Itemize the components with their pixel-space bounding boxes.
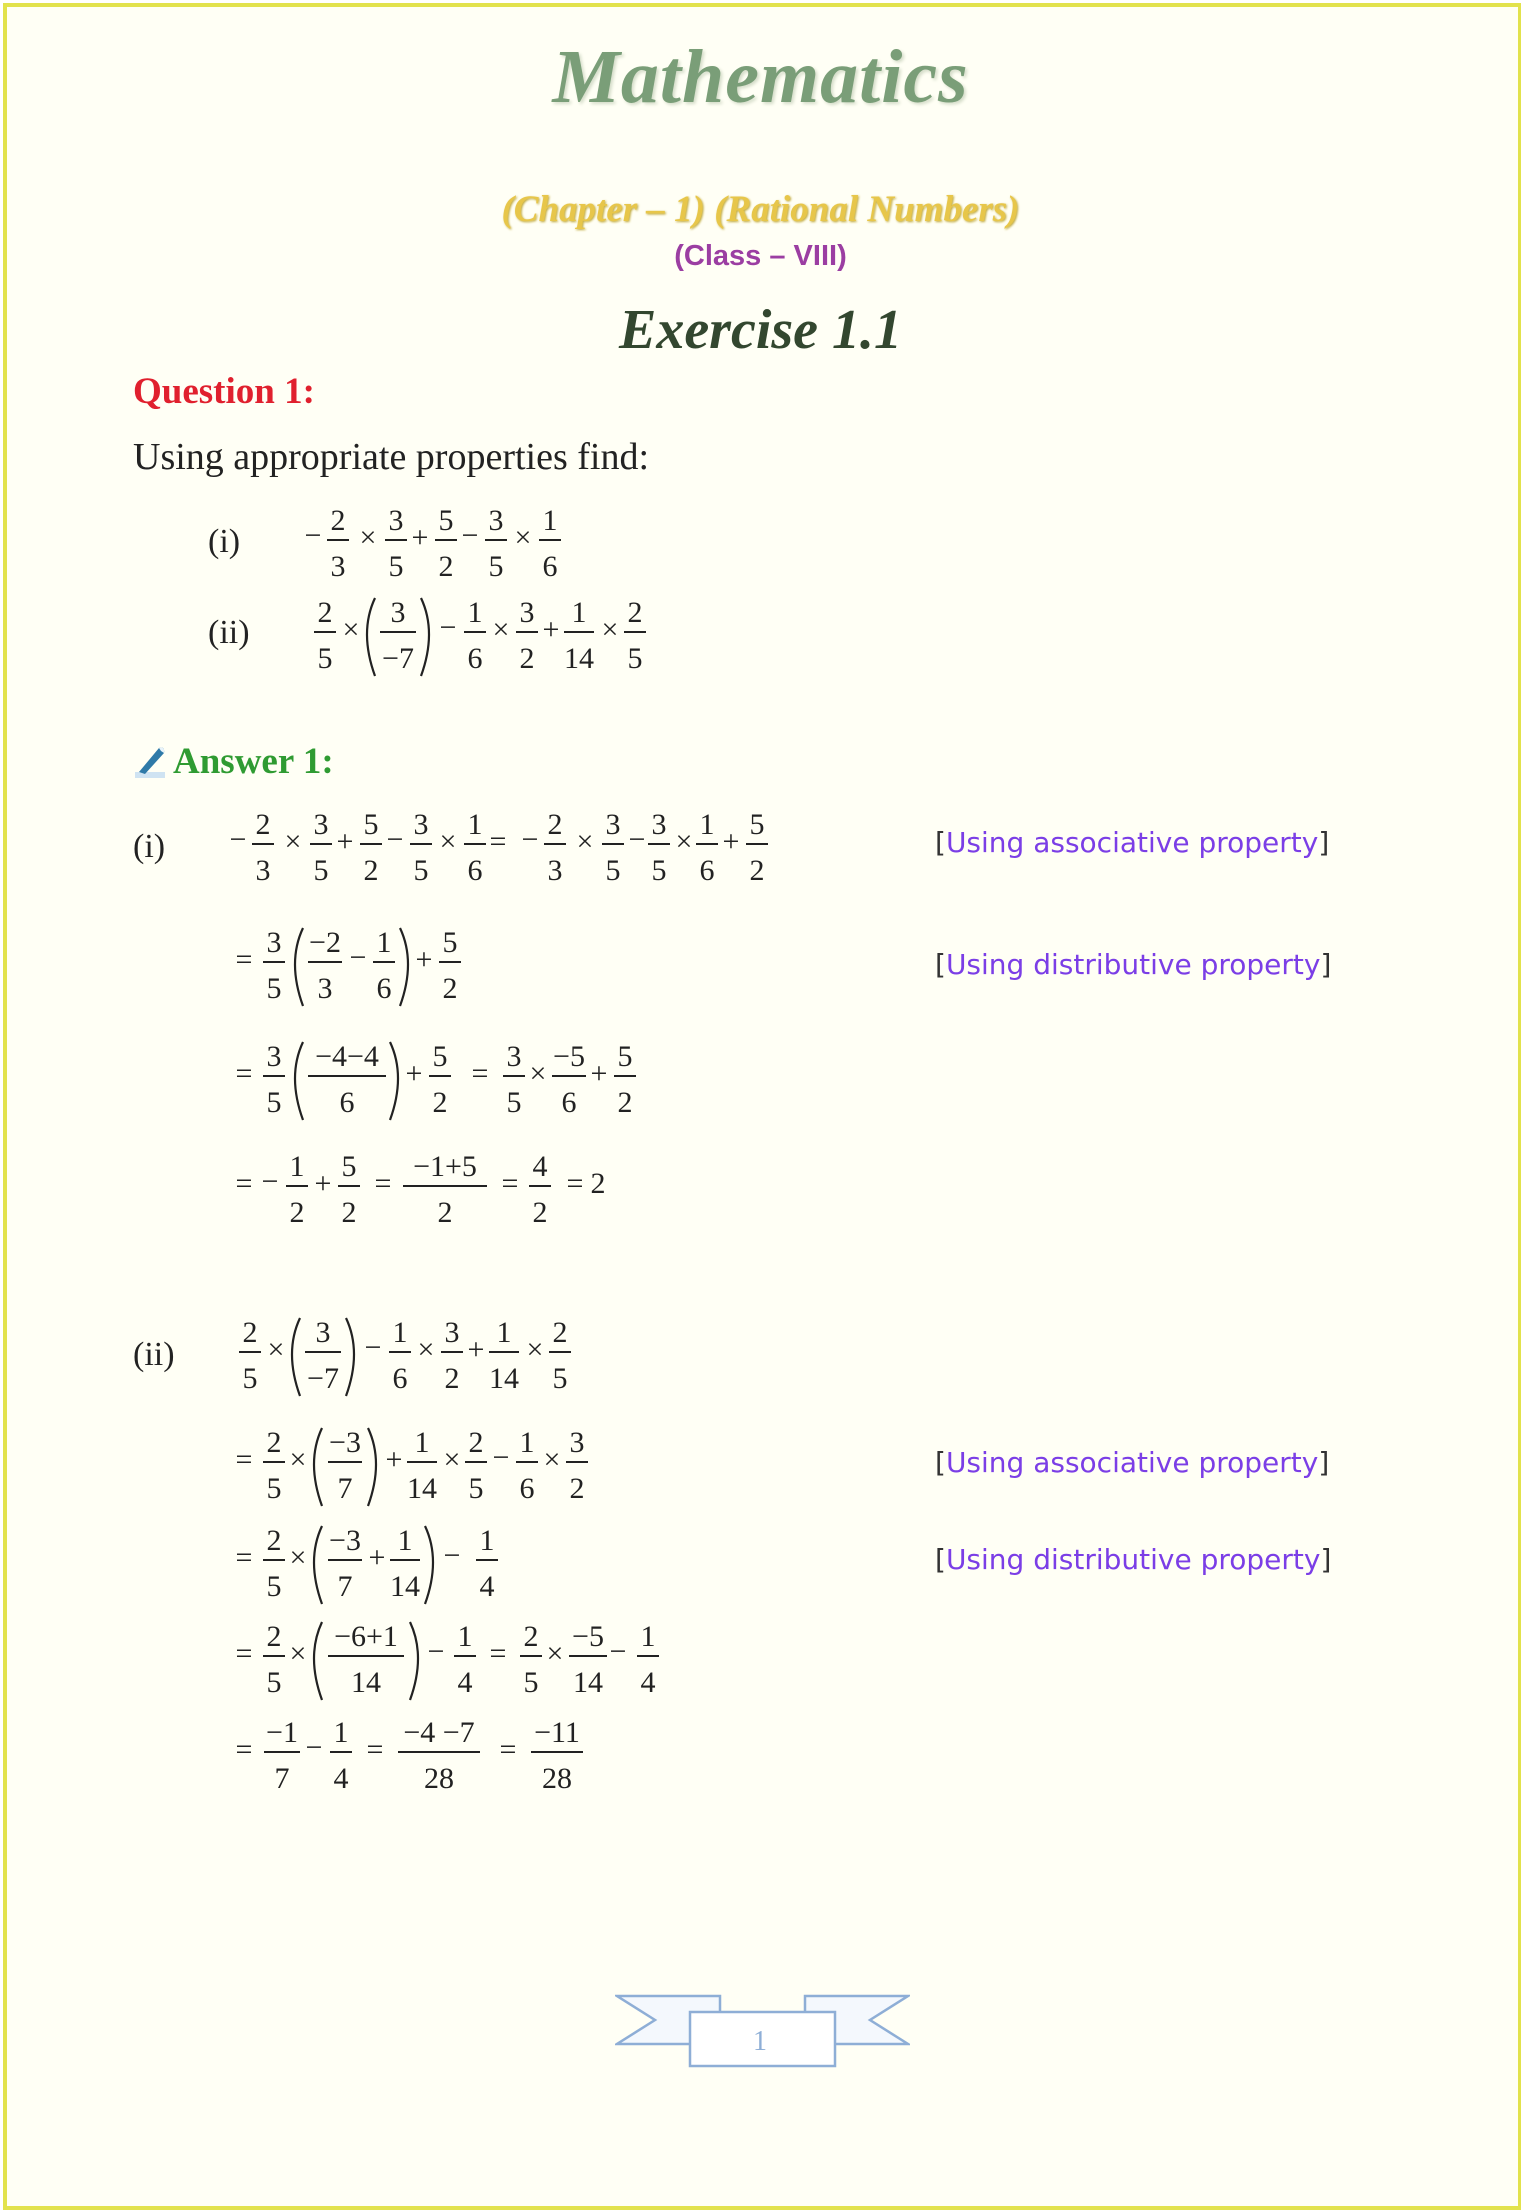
class-label: (Class – VIII) <box>674 240 847 272</box>
math-symbol: 2 <box>266 1426 282 1459</box>
math-symbol: = <box>501 1167 519 1200</box>
math-symbol: = <box>489 825 507 858</box>
math-symbol: 1 <box>289 1150 305 1183</box>
math-symbol: 5 <box>313 854 329 887</box>
math-symbol: 5 <box>266 1666 282 1699</box>
question-part-ii-expression <box>305 592 665 682</box>
den: −7 <box>382 642 414 675</box>
math-symbol: − <box>443 1539 461 1572</box>
math-symbol: 2 <box>341 1196 357 1229</box>
answer-i-step-2 <box>230 922 490 1012</box>
chapter-heading: (Chapter – 1) (Rational Numbers) <box>501 189 1020 230</box>
math-symbol: = <box>235 1443 253 1476</box>
math-symbol: −1+5 <box>413 1150 477 1183</box>
math-symbol: 1 <box>392 1316 408 1349</box>
math-symbol: 5 <box>651 854 667 887</box>
math-symbol: 3 <box>547 854 563 887</box>
math-symbol: 7 <box>337 1472 353 1505</box>
math-symbol: 5 <box>341 1150 357 1183</box>
math-symbol: 5 <box>432 1040 448 1073</box>
math-symbol: × <box>443 1443 461 1476</box>
math-symbol: = <box>235 1057 253 1090</box>
math-symbol: −5 <box>572 1620 604 1653</box>
num: 2 <box>317 596 333 629</box>
math-symbol: 5 <box>242 1362 258 1395</box>
math-symbol: 6 <box>339 1086 355 1119</box>
math-symbol: −3 <box>329 1524 361 1557</box>
exercise-heading: Exercise 1.1 <box>618 299 903 361</box>
math-symbol: 1 <box>467 808 483 841</box>
math-symbol: 4 <box>479 1570 495 1603</box>
math-symbol: + <box>314 1167 332 1200</box>
math-symbol: 2 <box>289 1196 305 1229</box>
math-symbol: × <box>289 1541 307 1574</box>
math-symbol: − <box>261 1165 279 1198</box>
sym: + <box>411 521 429 554</box>
math-symbol: 3 <box>651 808 667 841</box>
math-symbol: 5 <box>506 1086 522 1119</box>
math-symbol: 5 <box>523 1666 539 1699</box>
question-part-i-expression <box>305 500 585 590</box>
math-symbol: 3 <box>266 1040 282 1073</box>
math-symbol: + <box>590 1057 608 1090</box>
math-symbol: 1 <box>496 1316 512 1349</box>
math-symbol: 1 <box>333 1716 349 1749</box>
math-symbol: 28 <box>424 1762 454 1795</box>
math-symbol: = <box>489 1637 507 1670</box>
math-symbol: = <box>366 1733 384 1766</box>
num: 1 <box>571 596 587 629</box>
math-symbol: × <box>289 1637 307 1670</box>
math-symbol: 2 <box>617 1086 633 1119</box>
pen-icon <box>133 744 169 780</box>
math-symbol: + <box>405 1057 423 1090</box>
answer-i-step-1 <box>230 804 790 894</box>
sym: × <box>601 613 619 646</box>
den: 3 <box>330 550 346 583</box>
math-symbol: 28 <box>542 1762 572 1795</box>
sym: × <box>359 521 377 554</box>
answer-ii-step-1 <box>230 1312 590 1402</box>
answer-i-step-4 <box>230 1146 630 1236</box>
question-instruction: Using appropriate properties find: <box>133 436 650 478</box>
math-symbol: 5 <box>605 854 621 887</box>
answer-ii-step-2 <box>230 1422 610 1512</box>
den: 6 <box>542 550 558 583</box>
num: 5 <box>438 504 454 537</box>
math-symbol: 6 <box>467 854 483 887</box>
math-symbol: 2 <box>266 1620 282 1653</box>
math-symbol: −5 <box>553 1040 585 1073</box>
math-symbol: 14 <box>351 1666 381 1699</box>
math-symbol: 4 <box>333 1762 349 1795</box>
den: 6 <box>467 642 483 675</box>
sym: − <box>461 519 479 552</box>
math-symbol: × <box>675 825 693 858</box>
math-symbol: + <box>385 1443 403 1476</box>
hint-associative: [Using associative property] <box>935 1446 1330 1479</box>
math-symbol: −6+1 <box>334 1620 398 1653</box>
hint-distributive: [Using distributive property] <box>935 1543 1332 1576</box>
sym: × <box>492 613 510 646</box>
den: 5 <box>488 550 504 583</box>
num: 3 <box>390 596 406 629</box>
math-symbol: 3 <box>506 1040 522 1073</box>
math-symbol: −2 <box>309 926 341 959</box>
math-symbol: 5 <box>442 926 458 959</box>
num: 2 <box>330 504 346 537</box>
math-symbol: 2 <box>363 854 379 887</box>
math-symbol: 5 <box>266 1472 282 1505</box>
answer-heading: Answer 1: <box>173 741 334 782</box>
math-symbol: 1 <box>519 1426 535 1459</box>
math-symbol: = <box>499 1733 517 1766</box>
math-symbol: 6 <box>376 972 392 1005</box>
math-symbol: 2 <box>523 1620 539 1653</box>
math-symbol: 1 <box>414 1426 430 1459</box>
math-symbol: −1 <box>266 1716 298 1749</box>
math-symbol: × <box>543 1443 561 1476</box>
math-symbol: 2 <box>547 808 563 841</box>
math-symbol: × <box>526 1333 544 1366</box>
math-symbol: 2 <box>468 1426 484 1459</box>
math-symbol: − <box>364 1331 382 1364</box>
math-symbol: = <box>374 1167 392 1200</box>
sym: + <box>542 613 560 646</box>
math-symbol: − <box>609 1635 627 1668</box>
answer-ii-step-5 <box>230 1712 610 1802</box>
math-symbol: 4 <box>640 1666 656 1699</box>
math-symbol: = <box>566 1167 584 1200</box>
math-symbol: 5 <box>617 1040 633 1073</box>
math-symbol: − <box>230 823 247 856</box>
page-title: Mathematics <box>552 35 969 119</box>
math-symbol: − <box>492 1441 510 1474</box>
math-symbol: − <box>427 1635 445 1668</box>
math-symbol: + <box>336 825 354 858</box>
num: 3 <box>388 504 404 537</box>
math-symbol: −4−4 <box>315 1040 379 1073</box>
num: 2 <box>627 596 643 629</box>
hint-associative: [Using associative property] <box>935 826 1330 859</box>
den: 5 <box>627 642 643 675</box>
math-symbol: + <box>368 1541 386 1574</box>
math-symbol: −3 <box>329 1426 361 1459</box>
math-symbol: × <box>546 1637 564 1670</box>
hint-distributive: [Using distributive property] <box>935 948 1332 981</box>
math-symbol: 7 <box>337 1570 353 1603</box>
math-symbol: 1 <box>640 1620 656 1653</box>
answer-i-step-3 <box>230 1036 650 1126</box>
math-symbol: + <box>467 1333 485 1366</box>
math-symbol: 2 <box>432 1086 448 1119</box>
math-symbol: 1 <box>479 1524 495 1557</box>
math-symbol: 3 <box>266 926 282 959</box>
math-symbol: − <box>521 823 539 856</box>
page-number: 1 <box>753 2026 767 2057</box>
num: 3 <box>519 596 535 629</box>
math-symbol: 2 <box>749 854 765 887</box>
math-symbol: + <box>722 825 740 858</box>
math-symbol: 5 <box>266 1086 282 1119</box>
math-symbol: 6 <box>519 1472 535 1505</box>
answer-heading-row <box>133 740 334 783</box>
math-symbol: 14 <box>489 1362 519 1395</box>
math-symbol: 5 <box>552 1362 568 1395</box>
math-symbol: × <box>289 1443 307 1476</box>
math-symbol: − <box>349 941 367 974</box>
math-symbol: 5 <box>363 808 379 841</box>
math-symbol: − <box>386 823 404 856</box>
math-symbol: = <box>235 1733 253 1766</box>
math-symbol: 1 <box>397 1524 413 1557</box>
math-symbol: 5 <box>468 1472 484 1505</box>
math-symbol: + <box>415 943 433 976</box>
answer-ii-step-3 <box>230 1520 510 1610</box>
answer-part-label: (ii) <box>133 1336 175 1373</box>
math-symbol: − <box>305 1731 323 1764</box>
math-symbol: 4 <box>532 1150 548 1183</box>
question-part-label: (i) <box>208 523 241 560</box>
den: 5 <box>317 642 333 675</box>
math-symbol: 1 <box>699 808 715 841</box>
math-symbol: 6 <box>699 854 715 887</box>
math-symbol: 2 <box>242 1316 258 1349</box>
math-symbol: = <box>235 1637 253 1670</box>
math-symbol: 2 <box>552 1316 568 1349</box>
math-symbol: × <box>576 825 594 858</box>
math-symbol: = <box>235 1167 253 1200</box>
num: 1 <box>542 504 558 537</box>
math-symbol: 2 <box>532 1196 548 1229</box>
question-heading: Question 1: <box>133 371 315 412</box>
math-symbol: 3 <box>569 1426 585 1459</box>
math-symbol: 3 <box>317 972 333 1005</box>
math-symbol: 3 <box>313 808 329 841</box>
math-symbol: 3 <box>255 854 271 887</box>
den: 14 <box>564 642 594 675</box>
math-symbol: − <box>628 823 646 856</box>
math-symbol: 6 <box>561 1086 577 1119</box>
math-symbol: 14 <box>573 1666 603 1699</box>
math-symbol: × <box>267 1333 285 1366</box>
math-symbol: 5 <box>266 972 282 1005</box>
math-symbol: 7 <box>274 1762 290 1795</box>
math-symbol: 1 <box>457 1620 473 1653</box>
math-symbol: 5 <box>749 808 765 841</box>
math-symbol: −7 <box>307 1362 339 1395</box>
sym: × <box>514 521 532 554</box>
math-symbol: × <box>529 1057 547 1090</box>
question-part-label: (ii) <box>208 614 250 651</box>
math-symbol: 2 <box>569 1472 585 1505</box>
math-symbol: 2 <box>442 972 458 1005</box>
math-symbol: 5 <box>413 854 429 887</box>
math-symbol: = <box>471 1057 489 1090</box>
math-symbol: × <box>284 825 302 858</box>
sym: − <box>305 519 322 552</box>
den: 2 <box>438 550 454 583</box>
answer-ii-step-4 <box>230 1616 670 1706</box>
math-symbol: = <box>235 943 253 976</box>
num: 3 <box>488 504 504 537</box>
math-symbol: 3 <box>315 1316 331 1349</box>
den: 2 <box>519 642 535 675</box>
den: 5 <box>388 550 404 583</box>
math-symbol: 2 <box>444 1362 460 1395</box>
math-symbol: 2 <box>590 1167 606 1200</box>
math-symbol: 3 <box>444 1316 460 1349</box>
math-symbol: 2 <box>437 1196 453 1229</box>
math-symbol: 4 <box>457 1666 473 1699</box>
math-symbol: 5 <box>266 1570 282 1603</box>
sym: × <box>342 613 360 646</box>
sym: − <box>439 611 457 644</box>
math-symbol: 1 <box>376 926 392 959</box>
math-symbol: 14 <box>390 1570 420 1603</box>
math-symbol: × <box>417 1333 435 1366</box>
math-symbol: 3 <box>605 808 621 841</box>
num: 1 <box>467 596 483 629</box>
math-symbol: 3 <box>413 808 429 841</box>
math-symbol: 2 <box>266 1524 282 1557</box>
answer-part-label: (i) <box>133 828 166 865</box>
math-symbol: −4 −7 <box>403 1716 475 1749</box>
math-symbol: −11 <box>534 1716 580 1749</box>
math-symbol: 2 <box>255 808 271 841</box>
math-symbol: 6 <box>392 1362 408 1395</box>
math-symbol: 14 <box>407 1472 437 1505</box>
math-symbol: = <box>235 1541 253 1574</box>
math-symbol: × <box>439 825 457 858</box>
